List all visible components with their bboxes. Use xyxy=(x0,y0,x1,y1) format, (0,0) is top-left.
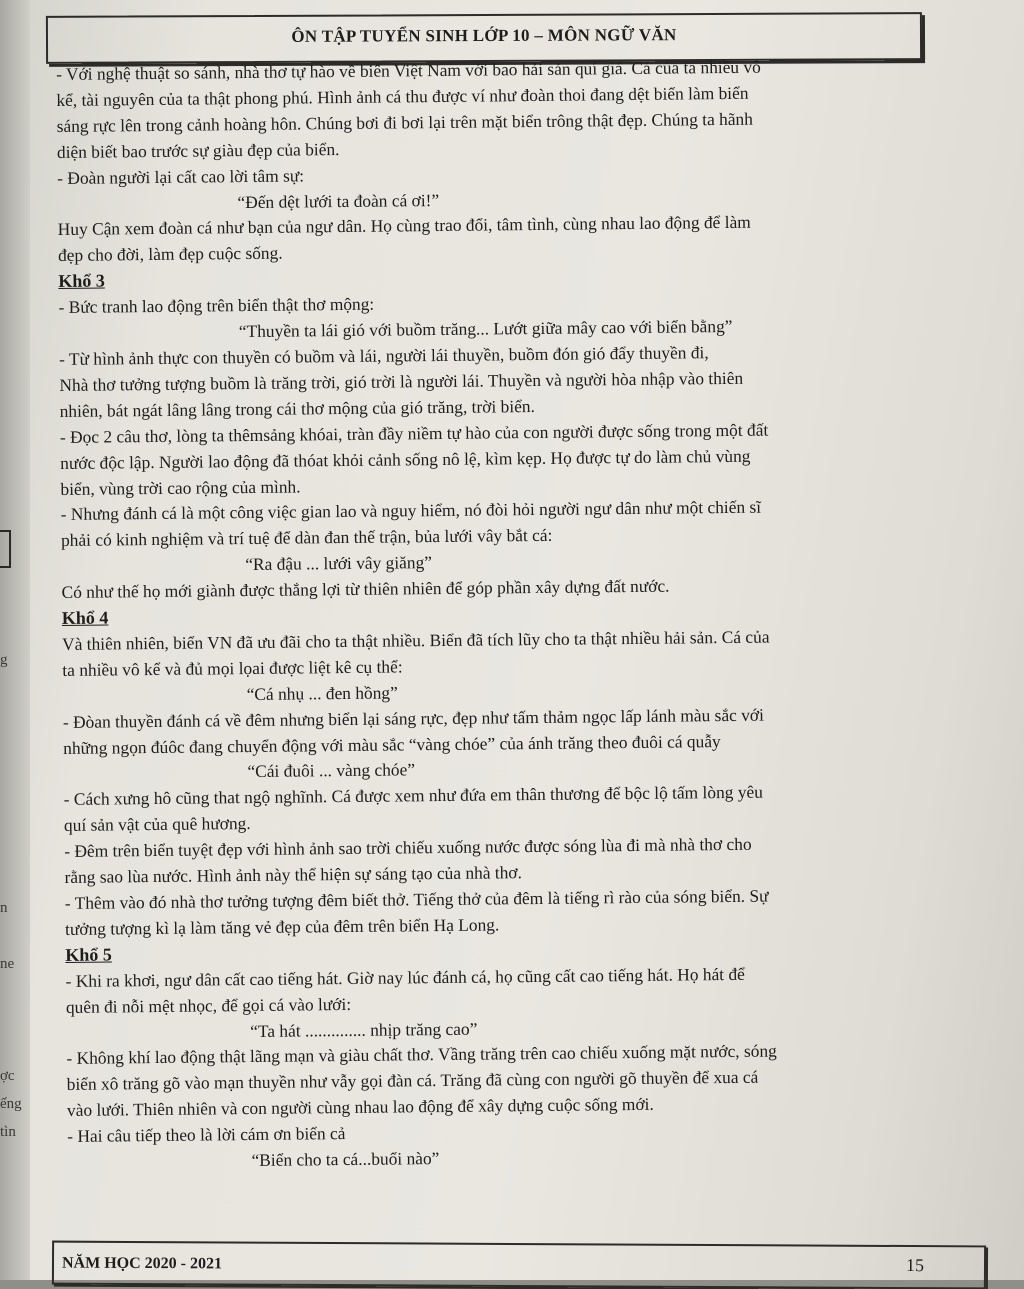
quote-line: “Cái đuôi ... vàng chóe” xyxy=(247,759,416,782)
previous-page-edge xyxy=(0,0,30,1280)
body-line: biển xô trăng gõ vào mạn thuyền như vẫy gọi đàn cá. Trăng đã cùng con người gõ thuyền để xua cá xyxy=(66,1067,759,1095)
quote-line: “Đến dệt lưới ta đoàn cá ơi!” xyxy=(237,189,440,212)
body-line: diện biết bao trước sự giàu đẹp của biển. xyxy=(56,138,340,162)
margin-fragment: ợc xyxy=(0,1068,15,1084)
quote-line: “Biển cho ta cá...buổi nào” xyxy=(251,1148,440,1171)
quote-line: “Cá nhụ ... đen hồng” xyxy=(246,682,398,704)
body-line: - Thêm vào đó nhà thơ tưởng tượng đêm biết thở. Tiếng thở của đêm là tiếng rì rào của sóng biển. Sự xyxy=(64,885,769,913)
body-line: những ngọn đúôc đang chuyển động với màu sắc “vàng chóe” của ánh trăng theo đuôi cá quẫy xyxy=(63,730,721,758)
quote-line: “Ta hát .............. nhịp trăng cao” xyxy=(250,1018,478,1041)
body-line: biển, vùng trời cao rộng của mình. xyxy=(60,475,301,499)
school-year: NĂM HỌC 2020 - 2021 xyxy=(61,1254,223,1273)
section-heading-kho-4: Khổ 4 xyxy=(61,607,109,629)
section-heading-kho-3: Khổ 3 xyxy=(58,270,105,292)
page-number: 15 xyxy=(905,1255,925,1276)
body-line: - Bức tranh lao động trên biển thật thơ mộng: xyxy=(58,293,375,318)
margin-fragment: n xyxy=(0,900,8,916)
body-line: Huy Cận xem đoàn cá như bạn của ngư dân. Họ cùng trao đổi, tâm tình, cùng nhau lao động để làm xyxy=(57,212,751,240)
body-line: - Từ hình ảnh thực con thuyền có buồm và lái, người lái thuyền, buồm đón gió đẩy thuyền đi, xyxy=(59,342,709,369)
body-line: nhiên, bát ngát lâng lâng trong cái thơ mộng của gió trăng, trời biển. xyxy=(59,395,535,421)
body-line: - Đoàn người lại cất cao lời tâm sự: xyxy=(57,165,305,188)
quote-line: “Ra đậu ... lưới vây giăng” xyxy=(245,552,433,575)
body-line: Có như thế họ mới giành được thắng lợi từ thiên nhiên để góp phần xây dựng đất nước. xyxy=(61,575,670,603)
page-footer xyxy=(52,1241,986,1289)
body-line: nước độc lập. Người lao động đã thóat khỏi cảnh sống nô lệ, kìm kẹp. Họ được tự do làm chủ vùng xyxy=(60,445,751,473)
body-line: - Đêm trên biển tuyệt đẹp với hình ảnh sao trời chiếu xuống nước được sóng lùa đi mà nhà thơ cho xyxy=(64,833,752,862)
body-line: Nhà thơ tưởng tượng buồm là trăng trời, gió trời là người lái. Thuyền và người hòa nhập vào thiên xyxy=(59,367,744,395)
margin-fragment: g xyxy=(0,652,8,668)
body-line: ta nhiều vô kể và đủ mọi lọai được liệt kê cụ thể: xyxy=(62,656,403,680)
margin-fragment: tìn xyxy=(0,1124,16,1140)
body-line: quí sản vật của quê hương. xyxy=(63,813,251,836)
body-line: phải có kinh nghiệm và trí tuệ để dàn đan thế trận, bủa lưới vây bắt cá: xyxy=(60,525,553,551)
margin-fragment: ếng xyxy=(0,1096,22,1112)
body-line: - Nhưng đánh cá là một công việc gian lao và nguy hiểm, nó đòi hỏi người ngư dân như một chiến sĩ xyxy=(60,497,762,525)
body-line: rằng sao lùa nước. Hình ảnh này thể hiện sự sáng tạo của nhà thơ. xyxy=(64,862,523,888)
body-line: sáng rực lên trong cảnh hoàng hôn. Chúng bơi đi bơi lại trên mặt biển trông thật đẹp. Chúng ta hãnh xyxy=(56,108,754,136)
body-line: Và thiên nhiên, biển VN đã ưu đãi cho ta thật nhiều. Biển đã tích lũy cho ta thật nhiều hải sản. Cá của xyxy=(61,626,770,654)
body-line: - Cách xưng hô cũng that ngộ nghĩnh. Cá được xem như đứa em thân thương để bộc lộ tấm lòng yêu xyxy=(63,782,763,810)
section-heading-kho-5: Khổ 5 xyxy=(65,944,112,965)
body-line: quên đi nỗi mệt nhọc, để gọi cá vào lưới: xyxy=(65,993,352,1017)
margin-box xyxy=(0,530,11,568)
body-line: - Đòan thuyền đánh cá về đêm nhưng biển lại sáng rực, đẹp như tấm thảm ngọc lấp lánh màu sắc với xyxy=(62,704,765,732)
body-line: tưởng tượng kì lạ làm tăng vẻ đẹp của đêm trên biển Hạ Long. xyxy=(64,914,500,939)
body-line: - Hai câu tiếp theo là lời cám ơn biển cả xyxy=(67,1123,346,1147)
margin-fragment: ne xyxy=(0,956,15,972)
body-line: vào lưới. Thiên nhiên và con người cùng nhau lao động để xây dựng cuộc sống mới. xyxy=(66,1094,654,1121)
body-line: - Đọc 2 câu thơ, lòng ta thêmsảng khóai, tràn đầy niềm tự hào của con người được sống trong một đất xyxy=(59,419,769,447)
document-body xyxy=(56,52,982,1175)
quote-line: “Thuyền ta lái gió với buồm trăng... Lướt giữa mây cao với biển bằng” xyxy=(238,315,733,342)
body-line: kể, tài nguyên của ta thật phong phú. Hình ảnh cá thu được ví như đoàn thoi đang dệt biển làm biển xyxy=(56,82,749,110)
header-title: ÔN TẬP TUYỂN SINH LỚP 10 – MÔN NGỮ VĂN xyxy=(291,25,677,46)
body-line: - Không khí lao động thật lãng mạn và giàu chất thơ. Vầng trăng trên cao chiếu xuống mặt nước, sóng xyxy=(66,1040,777,1069)
body-line: - Với nghệ thuật so sánh, nhà thơ tự hào về biển Việt Nam với bao hải sản quí giá. Cá của ta nhiều vô xyxy=(56,56,761,84)
body-line: đẹp cho đời, làm đẹp cuộc sống. xyxy=(57,242,283,266)
body-line: - Khi ra khơi, ngư dân cất cao tiếng hát. Giờ nay lúc đánh cá, họ cũng cất cao tiếng hát. Họ hát để xyxy=(65,963,745,991)
